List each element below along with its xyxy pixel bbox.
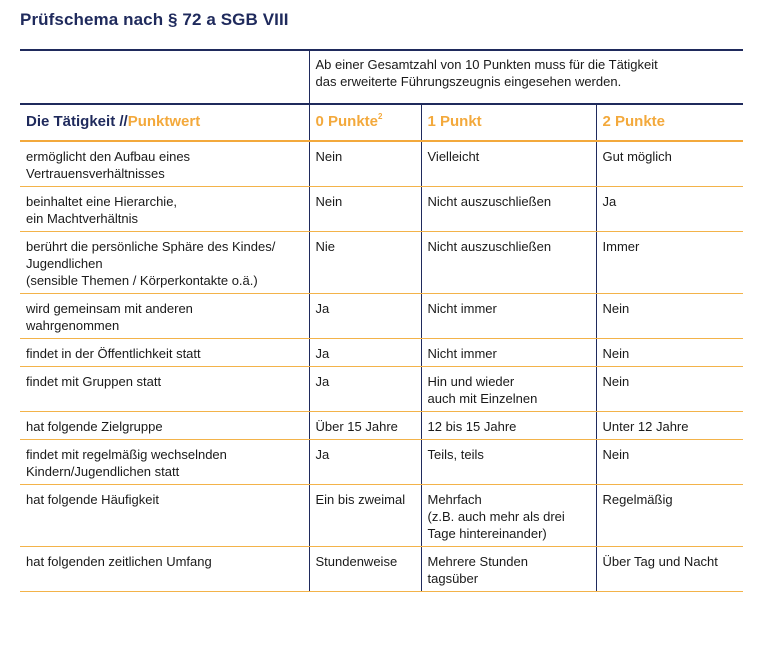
cell-line: ermöglicht den Aufbau eines xyxy=(26,149,191,164)
points-1-cell xyxy=(421,294,596,339)
header-activity-cell xyxy=(20,104,309,141)
table-row xyxy=(20,367,743,412)
cell-line: Über Tag und Nacht xyxy=(602,554,718,569)
cell-line: ein Machtverhältnis xyxy=(26,211,138,226)
points-1-cell xyxy=(421,339,596,367)
cell-line: findet in der Öffentlichkeit statt xyxy=(26,346,201,361)
header-points-value: Punktwert xyxy=(127,113,201,130)
points-0-cell xyxy=(309,339,421,367)
points-0-cell xyxy=(309,547,421,592)
criterion-cell xyxy=(20,412,309,440)
cell-line: Nein xyxy=(315,149,343,164)
threshold-note-row xyxy=(20,50,743,104)
points-2-cell xyxy=(596,440,743,485)
cell-line: Stundenweise xyxy=(315,554,398,569)
table-row xyxy=(20,485,743,547)
header-col-1-label: 1 Punkt xyxy=(427,113,482,130)
cell-line: Regelmäßig xyxy=(602,492,673,507)
header-separator: // xyxy=(119,113,128,130)
cell-line: Immer xyxy=(602,239,640,254)
note-line-2: das erweiterte Führungszeugnis eingesehen werden. xyxy=(315,74,622,89)
points-1-cell xyxy=(421,141,596,187)
points-2-cell xyxy=(596,232,743,294)
cell-line: Mehrere Stunden xyxy=(427,554,528,569)
cell-line: Ja xyxy=(315,374,330,389)
threshold-note xyxy=(309,50,743,104)
criterion-cell xyxy=(20,187,309,232)
table-row xyxy=(20,412,743,440)
cell-line: berührt die persönliche Sphäre des Kindes/ xyxy=(26,239,276,254)
note-line-1: Ab einer Gesamtzahl von 10 Punkten muss für die Tätigkeit xyxy=(315,57,658,72)
cell-line: Nie xyxy=(315,239,336,254)
points-2-cell xyxy=(596,485,743,547)
points-1-cell xyxy=(421,547,596,592)
cell-line: Nein xyxy=(602,447,630,462)
cell-line: Ein bis zweimal xyxy=(315,492,406,507)
header-col-0 xyxy=(309,104,421,141)
table-row xyxy=(20,440,743,485)
criterion-cell xyxy=(20,547,309,592)
cell-line: Gut möglich xyxy=(602,149,672,164)
page-title: Prüfschema nach § 72 a SGB VIII xyxy=(20,10,289,29)
cell-line: Über 15 Jahre xyxy=(315,419,398,434)
points-0-cell xyxy=(309,367,421,412)
points-1-cell xyxy=(421,232,596,294)
table-row xyxy=(20,547,743,592)
criterion-cell xyxy=(20,339,309,367)
points-1-cell xyxy=(421,440,596,485)
header-col-0-label: 0 Punkte xyxy=(315,113,379,130)
cell-line: Ja xyxy=(315,346,330,361)
cell-line: 12 bis 15 Jahre xyxy=(427,419,517,434)
points-2-cell xyxy=(596,187,743,232)
cell-line: (sensible Themen / Körperkontakte o.ä.) xyxy=(26,273,258,288)
cell-line: auch mit Einzelnen xyxy=(427,391,538,406)
points-2-cell xyxy=(596,547,743,592)
cell-line: Ja xyxy=(315,301,330,316)
table-row xyxy=(20,294,743,339)
cell-line: findet mit Gruppen statt xyxy=(26,374,162,389)
cell-line: Nicht immer xyxy=(427,301,497,316)
points-1-cell xyxy=(421,187,596,232)
points-0-cell xyxy=(309,232,421,294)
cell-line: Nein xyxy=(602,374,630,389)
table-row xyxy=(20,232,743,294)
table-row xyxy=(20,141,743,187)
table-row xyxy=(20,187,743,232)
points-1-cell xyxy=(421,367,596,412)
header-col-2 xyxy=(596,104,743,141)
criterion-cell xyxy=(20,367,309,412)
cell-line: Ja xyxy=(602,194,617,209)
cell-line: beinhaltet eine Hierarchie, xyxy=(26,194,178,209)
header-activity: Die Tätigkeit xyxy=(26,113,116,130)
cell-line: hat folgende Häufigkeit xyxy=(26,492,159,507)
cell-line: Nein xyxy=(602,346,630,361)
points-0-cell xyxy=(309,412,421,440)
points-2-cell xyxy=(596,367,743,412)
cell-line: Ja xyxy=(315,447,330,462)
cell-line: Tage hintereinander) xyxy=(427,526,547,541)
cell-line: wird gemeinsam mit anderen xyxy=(26,301,193,316)
points-2-cell xyxy=(596,412,743,440)
cell-line: Nicht auszuschließen xyxy=(427,239,552,254)
cell-line: Teils, teils xyxy=(427,447,484,462)
points-1-cell xyxy=(421,412,596,440)
cell-line: Jugendlichen xyxy=(26,256,103,271)
header-col-2-label: 2 Punkte xyxy=(602,113,666,130)
points-0-cell xyxy=(309,294,421,339)
cell-line: Nein xyxy=(602,301,630,316)
cell-line: Mehrfach xyxy=(427,492,482,507)
cell-line: Nicht auszuschließen xyxy=(427,194,552,209)
criterion-cell xyxy=(20,141,309,187)
criterion-cell xyxy=(20,485,309,547)
points-0-cell xyxy=(309,485,421,547)
table-row xyxy=(20,339,743,367)
cell-line: Unter 12 Jahre xyxy=(602,419,689,434)
header-col-1 xyxy=(421,104,596,141)
cell-line: wahrgenommen xyxy=(26,318,120,333)
criterion-cell xyxy=(20,294,309,339)
assessment-table xyxy=(20,49,743,592)
cell-line: Vertrauensverhältnisses xyxy=(26,166,165,181)
cell-line: tagsüber xyxy=(427,571,479,586)
points-2-cell xyxy=(596,294,743,339)
points-0-cell xyxy=(309,440,421,485)
points-2-cell xyxy=(596,339,743,367)
points-2-cell xyxy=(596,141,743,187)
cell-line: Vielleicht xyxy=(427,149,480,164)
header-row xyxy=(20,104,743,141)
points-1-cell xyxy=(421,485,596,547)
cell-line: hat folgenden zeitlichen Umfang xyxy=(26,554,212,569)
criterion-cell xyxy=(20,440,309,485)
cell-line: Hin und wieder xyxy=(427,374,515,389)
cell-line: Nicht immer xyxy=(427,346,497,361)
note-empty-cell xyxy=(20,50,309,104)
cell-line: hat folgende Zielgruppe xyxy=(26,419,163,434)
cell-line: findet mit regelmäßig wechselnden xyxy=(26,447,227,462)
cell-line: Kindern/Jugendlichen statt xyxy=(26,464,180,479)
cell-line: Nein xyxy=(315,194,343,209)
footnote-marker: 2 xyxy=(378,112,383,121)
criterion-cell xyxy=(20,232,309,294)
points-0-cell xyxy=(309,187,421,232)
points-0-cell xyxy=(309,141,421,187)
cell-line: (z.B. auch mehr als drei xyxy=(427,509,565,524)
